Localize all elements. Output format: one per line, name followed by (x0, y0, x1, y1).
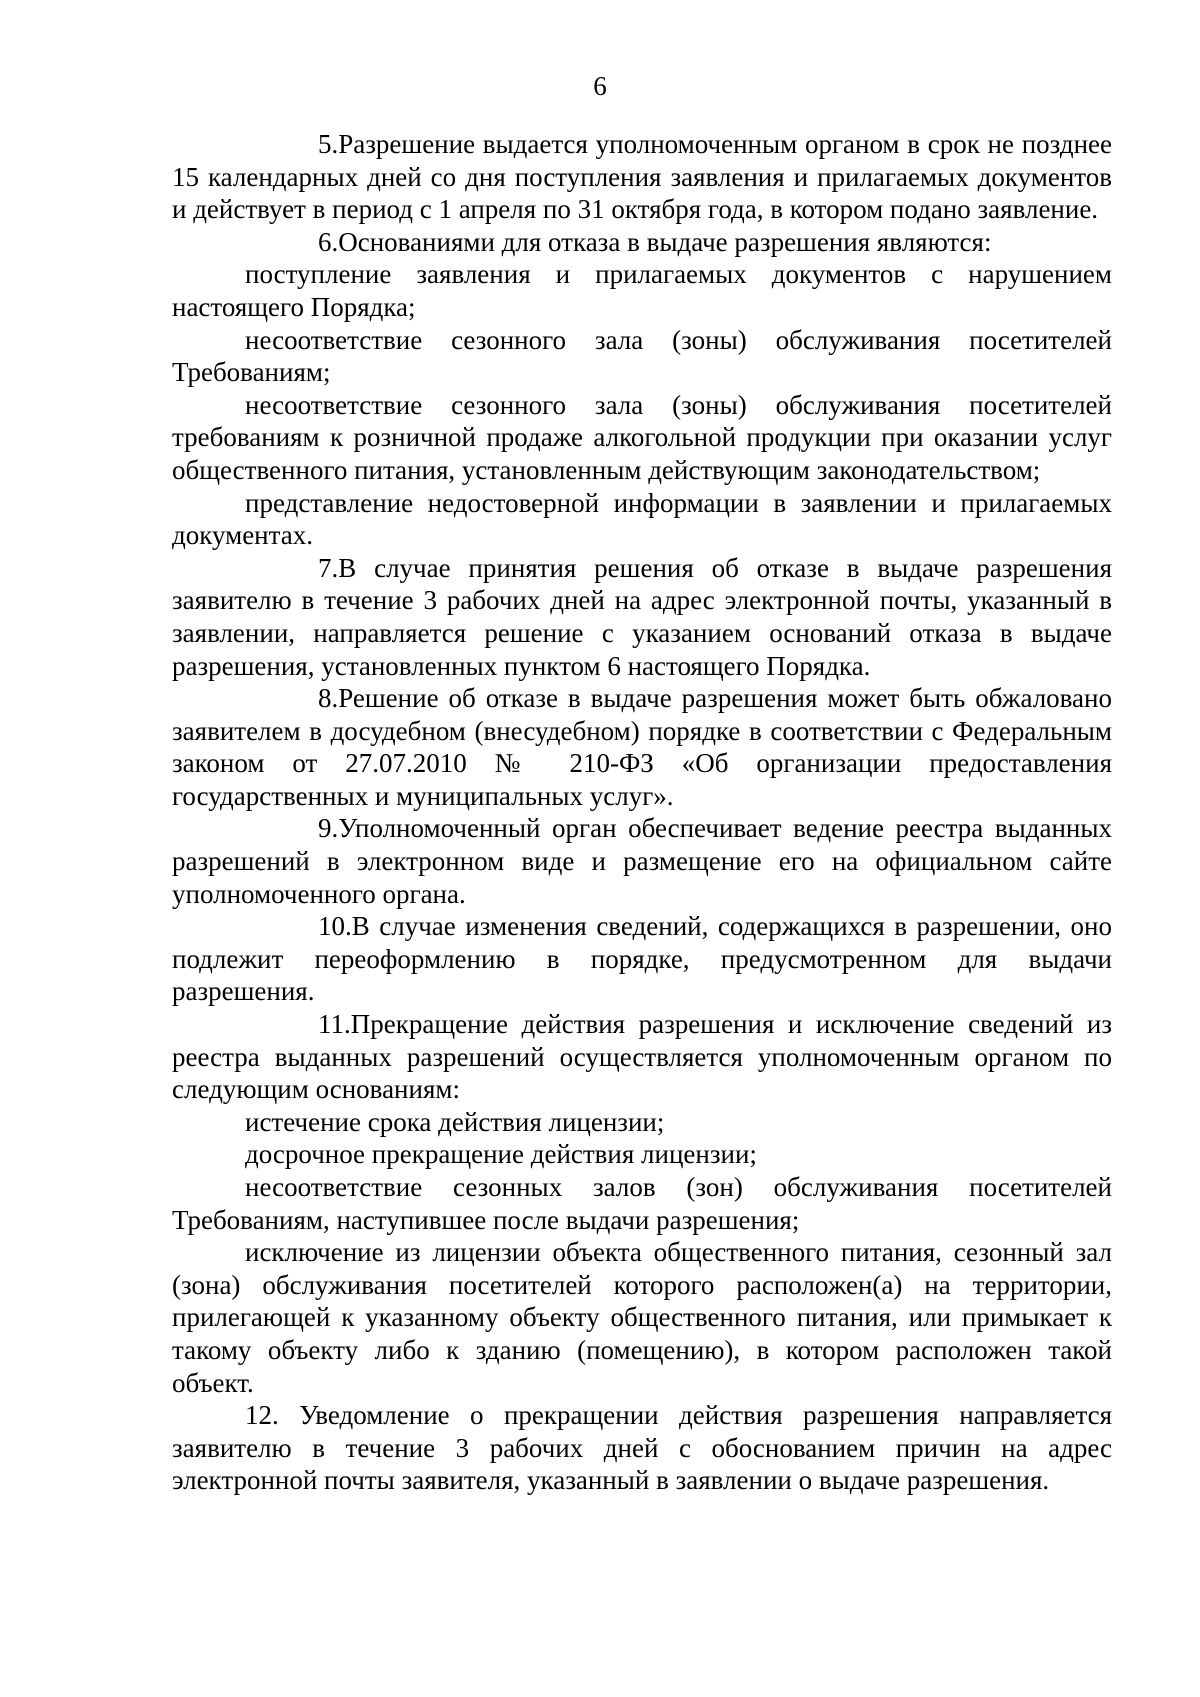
paragraph-text: представление недостоверной информации в заявлении и прилагаемых документах. (172, 487, 1112, 551)
paragraph-text: истечение срока действия лицензии; (245, 1106, 665, 1137)
page-number: 6 (593, 71, 607, 101)
paragraph-8 (172, 682, 1112, 812)
paragraph-text: поступление заявления и прилагаемых документов с нарушением настоящего Порядка; (172, 259, 1112, 322)
termination-ground-4 (172, 1236, 1112, 1399)
paragraph-text: Решение об отказе в выдаче разрешения может быть обжаловано заявителем в досудебном (внесудебном) порядке в соответствии с Федеральным законом от 27.07.2010 № 210-ФЗ «Об организации предоставления государственных и муниципальных услуг». (172, 683, 1112, 811)
refusal-ground-2 (172, 324, 1112, 389)
termination-ground-2 (172, 1138, 1112, 1171)
paragraph-text: Основаниями для отказа в выдаче разрешения являются: (338, 226, 992, 257)
paragraph-text: несоответствие сезонного зала (зоны) обслуживания посетителей требованиям к розничной продаже алкогольной продукции при оказании услуг общественного питания, установленным действующим законодательством; (172, 389, 1112, 485)
paragraph-12 (172, 1399, 1112, 1497)
paragraph-5 (172, 128, 1112, 226)
paragraph-number: 12. (245, 1400, 279, 1431)
refusal-ground-4 (172, 487, 1112, 552)
paragraph-9 (172, 812, 1112, 910)
paragraph-6 (172, 226, 1112, 259)
paragraph-text: В случае принятия решения об отказе в выдаче разрешения заявителю в течение 3 рабочих дней на адрес электронной почты, указанный в заявлении, направляется решение с указанием оснований отказа в выдаче разрешения, установленных пунктом 6 настоящего Порядка. (172, 552, 1112, 681)
paragraph-text: несоответствие сезонного зала (зоны) обслуживания посетителей Требованиям; (172, 324, 1112, 388)
refusal-ground-1 (172, 258, 1112, 323)
termination-ground-1 (172, 1106, 1112, 1139)
paragraph-number: 5. (318, 129, 339, 159)
paragraph-text: несоответствие сезонных залов (зон) обслуживания посетителей Требованиям, наступившее после выдачи разрешения; (172, 1172, 1112, 1235)
paragraph-text: Уведомление о прекращении действия разрешения направляется заявителю в течение 3 рабочих дней с обоснованием причин на адрес электронной почты заявителя, указанный в заявлении о выдаче разрешения. (172, 1400, 1113, 1496)
paragraph-number: 11. (318, 1009, 351, 1040)
paragraph-text: Уполномоченный орган обеспечивает ведение реестра выданных разрешений в электронном виде и размещение его на официальном сайте уполномоченного органа. (172, 813, 1112, 909)
refusal-ground-3 (172, 389, 1112, 487)
paragraph-text: досрочное прекращение действия лицензии; (245, 1139, 757, 1170)
paragraph-number: 9. (318, 813, 339, 844)
paragraph-number: 8. (318, 683, 339, 714)
paragraph-11 (172, 1008, 1112, 1106)
paragraph-number: 10. (318, 911, 352, 942)
paragraph-7 (172, 552, 1112, 682)
termination-ground-3 (172, 1171, 1112, 1236)
paragraph-10 (172, 910, 1112, 1008)
paragraph-text: Разрешение выдается уполномоченным органом в срок не позднее 15 календарных дней со дня поступления заявления и прилагаемых документов и действует в период с 1 апреля по 31 октября года, в котором подано заявление. (172, 129, 1112, 225)
paragraph-number: 7. (318, 552, 339, 583)
paragraph-number: 6. (318, 226, 339, 257)
document-body (172, 128, 1112, 1497)
paragraph-text: исключение из лицензии объекта общественного питания, сезонный зал (зона) обслуживания посетителей которого расположен(а) на территории, прилегающей к указанному объекту общественного питания, или примыкает к такому объекту либо к зданию (помещению), в котором расположен такой объект. (172, 1237, 1112, 1398)
paragraph-text: В случае изменения сведений, содержащихся в разрешении, оно подлежит переоформлению в порядке, предусмотренном для выдачи разрешения. (172, 911, 1112, 1007)
paragraph-text: Прекращение действия разрешения и исключение сведений из реестра выданных разрешений осуществляется уполномоченным органом по следующим основаниям: (172, 1009, 1112, 1105)
